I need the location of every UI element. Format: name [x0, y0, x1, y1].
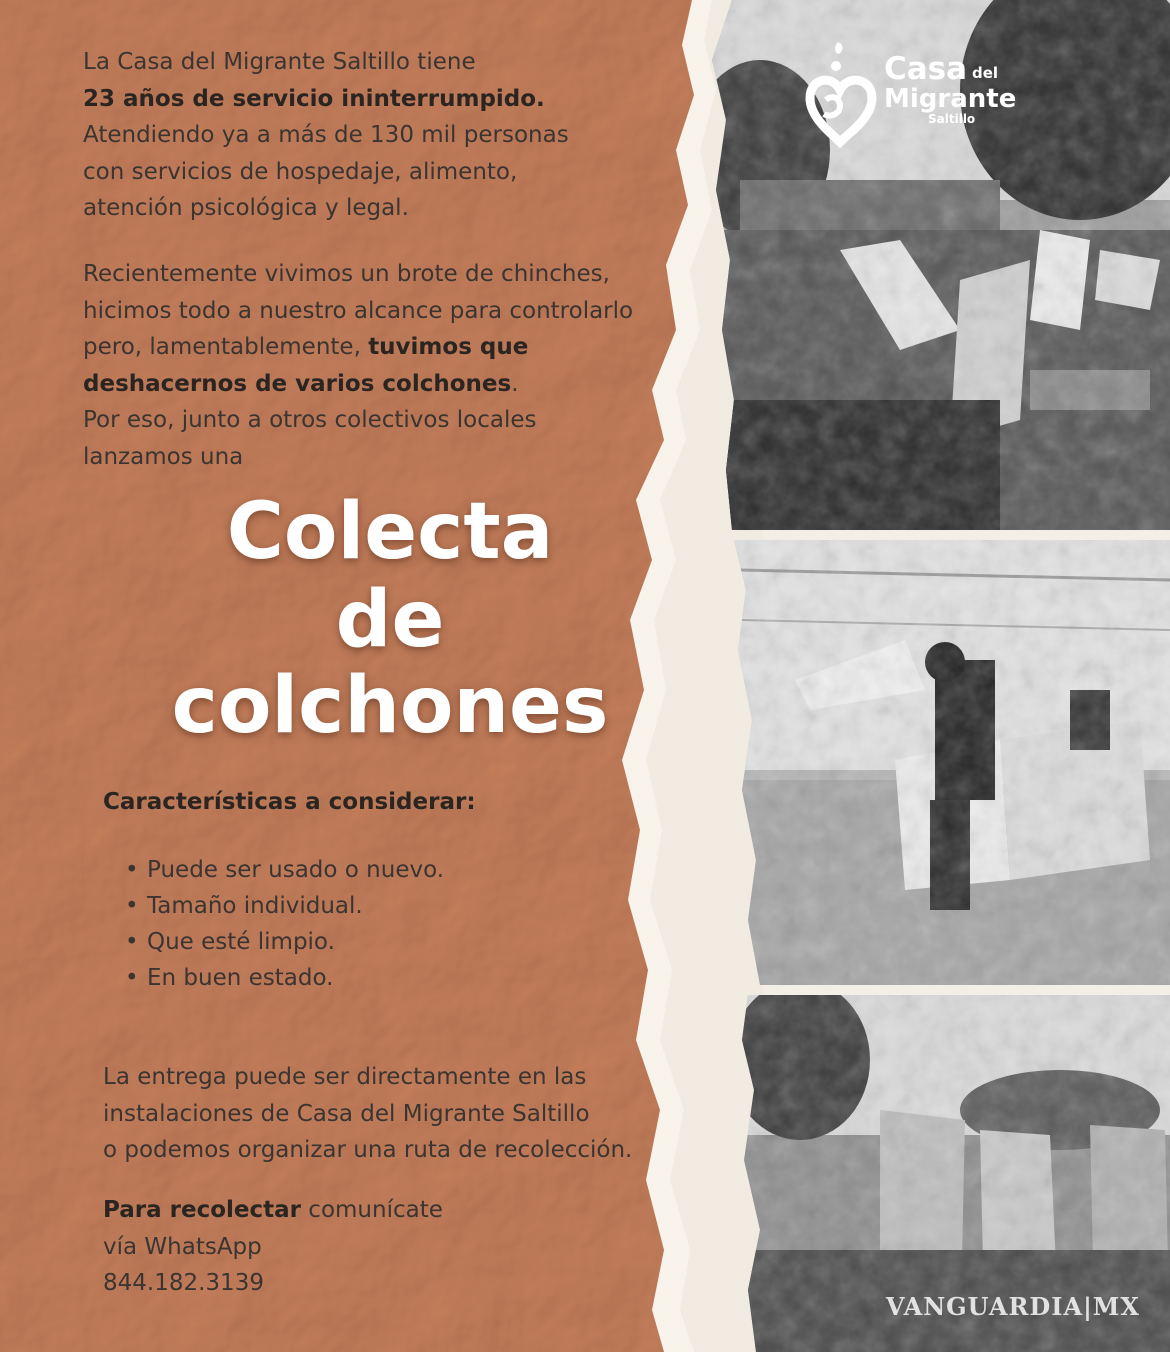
intro-line-1: La Casa del Migrante Saltillo tiene [83, 49, 476, 75]
outbreak-line-4c: . [511, 370, 519, 397]
outbreak-line-3b-bold: tuvimos que [368, 334, 529, 360]
delivery-paragraph [103, 1059, 683, 1169]
logo-casa: Casa [884, 51, 968, 87]
outbreak-line-1: Recientemente vivimos un brote de chinches, [83, 261, 610, 287]
contact-paragraph [103, 1192, 583, 1302]
outbreak-line-3a: pero, lamentablemente, [83, 334, 369, 360]
delivery-line-1: La entrega puede ser directamente en las [103, 1064, 587, 1090]
features-list [125, 852, 444, 996]
headline-colchones: colchones [171, 661, 609, 751]
intro-line-2-bold: 23 años de servicio ininterrumpido. [83, 85, 545, 112]
intro-line-5: atención psicológica y legal. [83, 195, 409, 221]
headline-colecta: Colecta [226, 487, 554, 577]
contact-whatsapp: vía WhatsApp [103, 1233, 262, 1260]
outbreak-paragraph [83, 256, 683, 475]
outbreak-line-5: Por eso, junto a otros colectivos locales [83, 407, 537, 433]
list-item: • Puede ser usado o nuevo. [125, 852, 444, 888]
contact-bold: Para recolectar [103, 1197, 301, 1223]
photo-people-carrying-mattresses [720, 540, 1170, 990]
list-item: • En buen estado. [125, 960, 444, 996]
migrant-bird-heart-icon [796, 38, 886, 148]
headline-de: de [335, 575, 445, 665]
outbreak-line-2: hicimos todo a nuestro alcance para controlarlo [83, 297, 634, 324]
intro-line-4: con servicios de hospedaje, alimento, [83, 158, 518, 185]
outbreak-line-4b-bold: deshacernos de varios colchones [83, 370, 512, 397]
list-item: • Que esté limpio. [125, 924, 444, 960]
list-item: • Tamaño individual. [125, 888, 444, 924]
delivery-line-3: o podemos organizar una ruta de recolección. [103, 1137, 633, 1163]
logo-saltillo: Saltillo [928, 112, 976, 126]
intro-line-3: Atendiendo ya a más de 130 mil personas [83, 122, 569, 148]
casa-del-migrante-logo [796, 38, 1016, 148]
outbreak-line-6: lanzamos una [83, 443, 244, 470]
delivery-line-2: instalaciones de Casa del Migrante Saltillo [103, 1100, 590, 1127]
contact-rest: comunícate [300, 1197, 443, 1223]
logo-del: del [972, 64, 999, 82]
vanguardia-watermark: VANGUARDIA|MX [885, 1292, 1140, 1321]
features-title: Características a considerar: [103, 789, 476, 815]
logo-migrante: Migrante [884, 84, 1017, 114]
contact-phone: 844.182.3139 [103, 1270, 264, 1296]
intro-paragraph [83, 44, 643, 227]
